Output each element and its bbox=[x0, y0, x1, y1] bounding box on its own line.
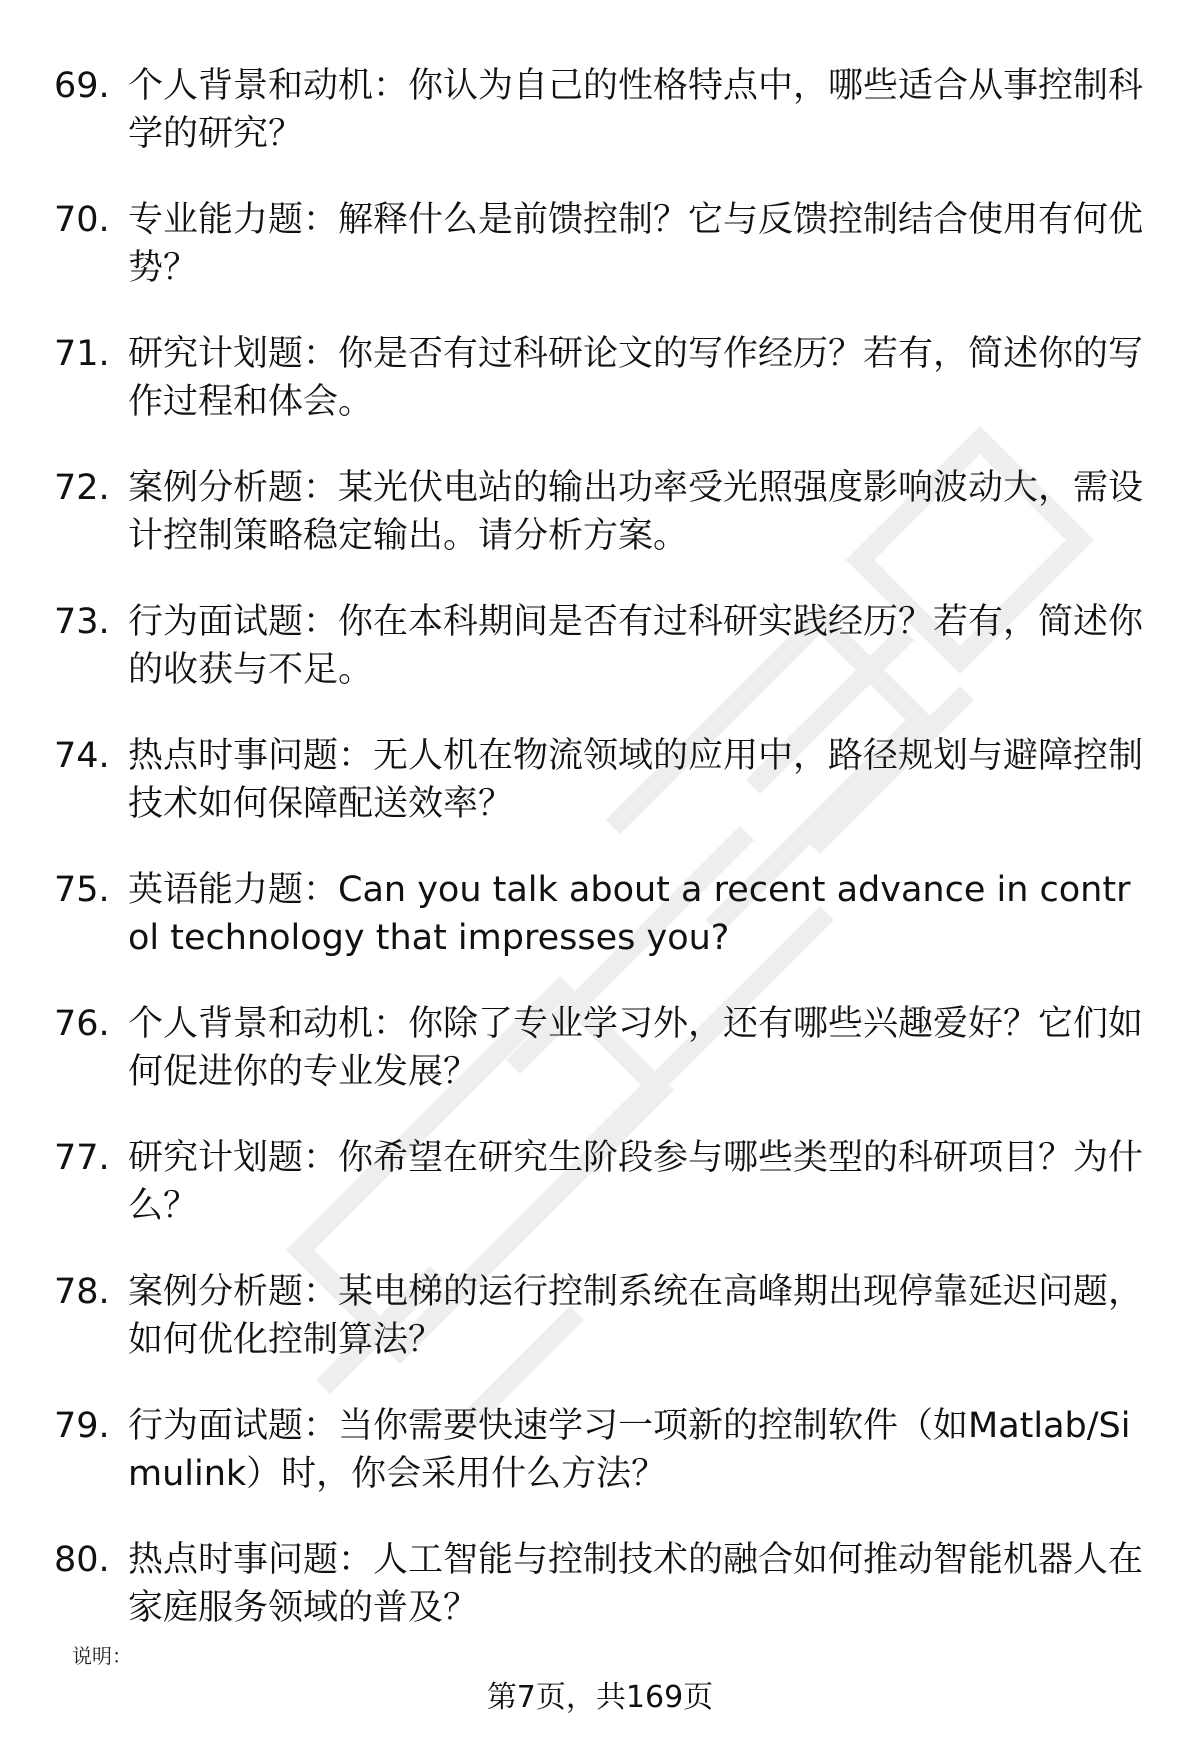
question-item bbox=[54, 330, 1154, 464]
question-list bbox=[54, 62, 1154, 1670]
question-item bbox=[54, 866, 1154, 1000]
question-item bbox=[54, 62, 1154, 196]
question-item bbox=[54, 1134, 1154, 1268]
question-number: 78. bbox=[54, 1272, 110, 1312]
question-item bbox=[54, 732, 1154, 866]
question-text: 热点时事问题：人工智能与控制技术的融合如何推动智能机器人在家庭服务领域的普及？ bbox=[128, 1540, 1144, 1628]
question-item bbox=[54, 598, 1154, 732]
question-text: 英语能力题：Can you talk about a recent advance in control technology that impresses you? bbox=[128, 870, 1131, 958]
question-item bbox=[54, 1000, 1154, 1134]
question-item bbox=[54, 1268, 1154, 1402]
question-number: 70. bbox=[54, 200, 110, 240]
question-number: 72. bbox=[54, 468, 110, 508]
question-text: 个人背景和动机：你除了专业学习外，还有哪些兴趣爱好？它们如何促进你的专业发展？ bbox=[128, 1004, 1144, 1092]
question-number: 80. bbox=[54, 1540, 110, 1580]
question-number: 73. bbox=[54, 602, 110, 642]
question-number: 69. bbox=[54, 66, 110, 106]
question-text: 专业能力题：解释什么是前馈控制？它与反馈控制结合使用有何优势？ bbox=[128, 200, 1144, 288]
question-text: 个人背景和动机：你认为自己的性格特点中，哪些适合从事控制科学的研究？ bbox=[128, 66, 1144, 154]
question-item bbox=[54, 1536, 1154, 1670]
note-label: 说明： bbox=[72, 1644, 132, 1668]
page-footer: 第7页，共169页 bbox=[486, 1680, 714, 1715]
question-text: 研究计划题：你是否有过科研论文的写作经历？若有，简述你的写作过程和体会。 bbox=[128, 334, 1144, 422]
question-item bbox=[54, 1402, 1154, 1536]
question-text: 行为面试题：你在本科期间是否有过科研实践经历？若有，简述你的收获与不足。 bbox=[128, 602, 1144, 690]
question-text: 案例分析题：某电梯的运行控制系统在高峰期出现停靠延迟问题，如何优化控制算法？ bbox=[128, 1272, 1144, 1360]
question-number: 75. bbox=[54, 870, 110, 910]
question-text: 案例分析题：某光伏电站的输出功率受光照强度影响波动大，需设计控制策略稳定输出。请分析方案。 bbox=[128, 468, 1144, 556]
question-number: 79. bbox=[54, 1406, 110, 1446]
question-item bbox=[54, 196, 1154, 330]
question-item bbox=[54, 464, 1154, 598]
question-text: 热点时事问题：无人机在物流领域的应用中，路径规划与避障控制技术如何保障配送效率？ bbox=[128, 736, 1144, 824]
question-number: 71. bbox=[54, 334, 110, 374]
question-number: 74. bbox=[54, 736, 110, 776]
question-text: 研究计划题：你希望在研究生阶段参与哪些类型的科研项目？为什么？ bbox=[128, 1138, 1144, 1226]
question-text: 行为面试题：当你需要快速学习一项新的控制软件（如Matlab/Simulink）时，你会采用什么方法？ bbox=[128, 1406, 1131, 1494]
question-number: 77. bbox=[54, 1138, 110, 1178]
question-number: 76. bbox=[54, 1004, 110, 1044]
